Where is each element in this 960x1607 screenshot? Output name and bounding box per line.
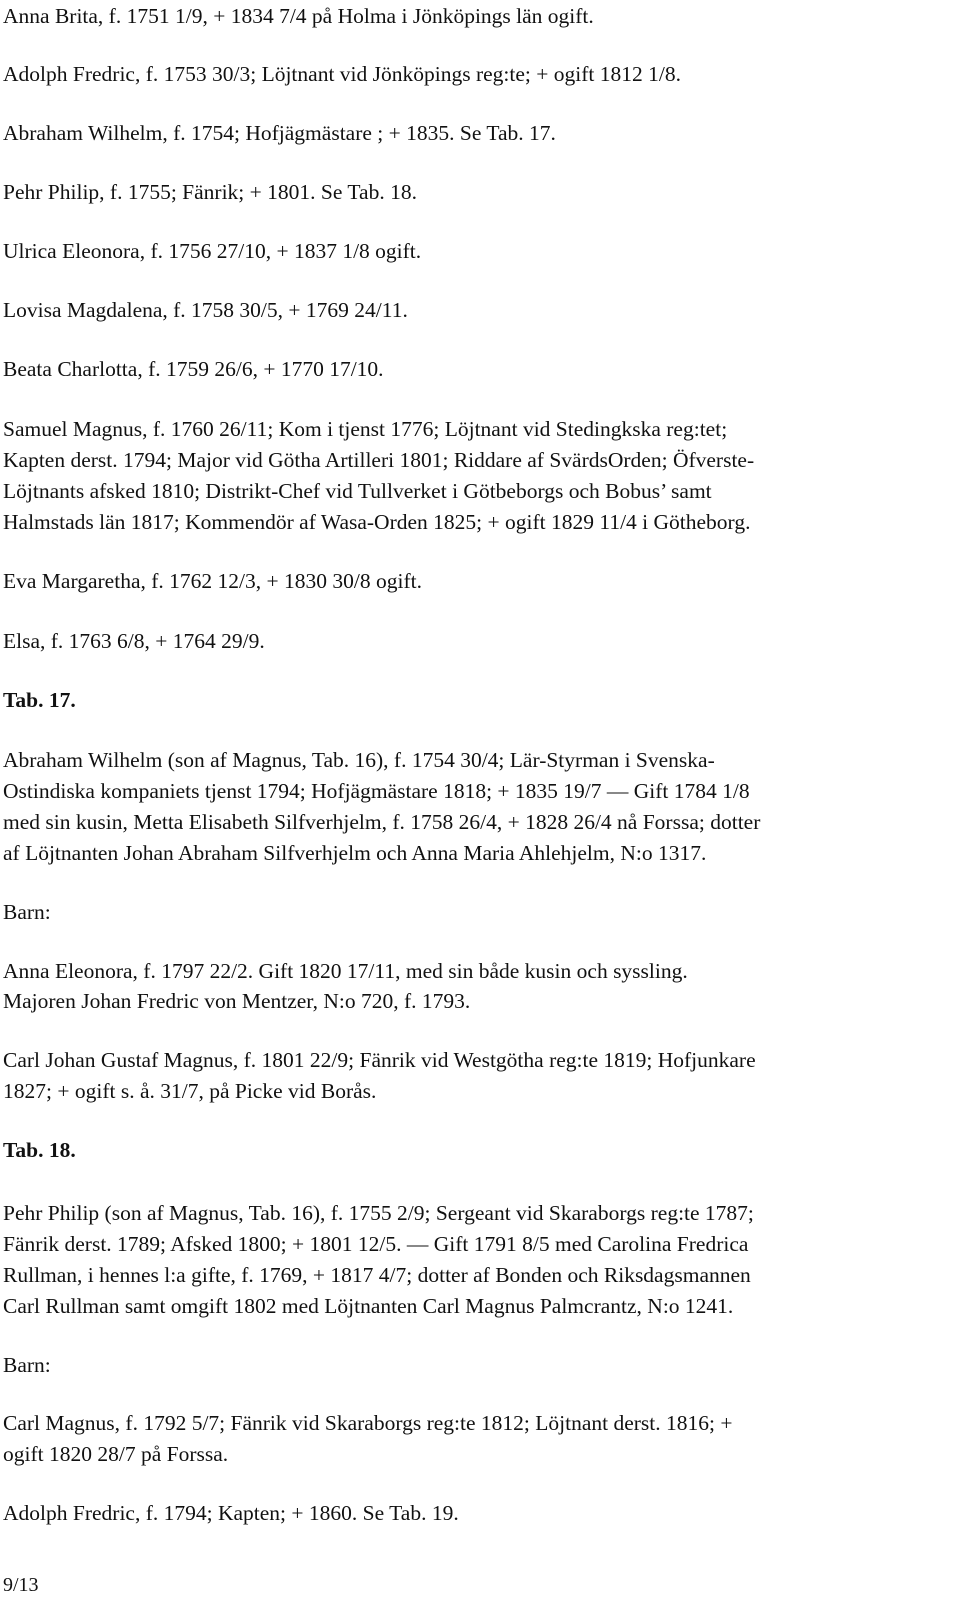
text-line: Lovisa Magdalena, f. 1758 30/5, + 1769 24/11. bbox=[3, 298, 408, 322]
text-line: Rullman, i hennes l:a gifte, f. 1769, + 1817 4/7; dotter af Bonden och Riksdagsmannen bbox=[3, 1263, 751, 1287]
text-line: Adolph Fredric, f. 1794; Kapten; + 1860. Se Tab. 19. bbox=[3, 1501, 459, 1525]
text-line: Pehr Philip, f. 1755; Fänrik; + 1801. Se Tab. 18. bbox=[3, 180, 417, 204]
text-line: Carl Rullman samt omgift 1802 med Löjtnanten Carl Magnus Palmcrantz, N:o 1241. bbox=[3, 1294, 734, 1318]
text-line: Beata Charlotta, f. 1759 26/6, + 1770 17/10. bbox=[3, 357, 384, 381]
text-line: ogift 1820 28/7 på Forssa. bbox=[3, 1442, 229, 1466]
text-line: Löjtnants afsked 1810; Distrikt-Chef vid Tullverket i Götbeborgs och Bobus’ samt bbox=[3, 479, 712, 503]
section-heading-tab-17: Tab. 17. bbox=[3, 688, 76, 712]
text-line: Halmstads län 1817; Kommendör af Wasa-Orden 1825; + ogift 1829 11/4 i Götheborg. bbox=[3, 510, 751, 534]
text-line: Ulrica Eleonora, f. 1756 27/10, + 1837 1/8 ogift. bbox=[3, 239, 422, 263]
text-line: af Löjtnanten Johan Abraham Silfverhjelm och Anna Maria Ahlehjelm, N:o 1317. bbox=[3, 841, 707, 865]
text-line: Anna Brita, f. 1751 1/9, + 1834 7/4 på Holma i Jönköpings län ogift. bbox=[3, 4, 594, 28]
text-line: Carl Magnus, f. 1792 5/7; Fänrik vid Skaraborgs reg:te 1812; Löjtnant derst. 1816; + bbox=[3, 1411, 733, 1435]
text-line: Fänrik derst. 1789; Afsked 1800; + 1801 12/5. — Gift 1791 8/5 med Carolina Fredrica bbox=[3, 1232, 749, 1256]
text-line: Kapten derst. 1794; Major vid Götha Artilleri 1801; Riddare af SvärdsOrden; Öfverste- bbox=[3, 448, 755, 472]
text-line: Abraham Wilhelm (son af Magnus, Tab. 16), f. 1754 30/4; Lär-Styrman i Svenska- bbox=[3, 748, 715, 772]
text-line: Adolph Fredric, f. 1753 30/3; Löjtnant vid Jönköpings reg:te; + ogift 1812 1/8. bbox=[3, 62, 681, 86]
text-line: 1827; + ogift s. å. 31/7, på Picke vid Borås. bbox=[3, 1079, 377, 1103]
text-line: Anna Eleonora, f. 1797 22/2. Gift 1820 17/11, med sin både kusin och syssling. bbox=[3, 959, 688, 983]
text-line: Samuel Magnus, f. 1760 26/11; Kom i tjenst 1776; Löjtnant vid Stedingkska reg:tet; bbox=[3, 417, 728, 441]
text-line: Pehr Philip (son af Magnus, Tab. 16), f. 1755 2/9; Sergeant vid Skaraborgs reg:te 1787; bbox=[3, 1201, 754, 1225]
text-line: Majoren Johan Fredric von Mentzer, N:o 720, f. 1793. bbox=[3, 989, 471, 1013]
text-line: Elsa, f. 1763 6/8, + 1764 29/9. bbox=[3, 629, 265, 653]
children-label: Barn: bbox=[3, 1353, 51, 1377]
text-line: Eva Margaretha, f. 1762 12/3, + 1830 30/8 ogift. bbox=[3, 569, 422, 593]
section-heading-tab-18: Tab. 18. bbox=[3, 1138, 76, 1162]
text-line: Carl Johan Gustaf Magnus, f. 1801 22/9; Fänrik vid Westgötha reg:te 1819; Hofjunkare bbox=[3, 1048, 756, 1072]
text-line: Ostindiska kompaniets tjenst 1794; Hofjägmästare 1818; + 1835 19/7 — Gift 1784 1/8 bbox=[3, 779, 750, 803]
children-label: Barn: bbox=[3, 900, 51, 924]
text-line: med sin kusin, Metta Elisabeth Silfverhjelm, f. 1758 26/4, + 1828 26/4 nå Forssa; dotter bbox=[3, 810, 761, 834]
page-number: 9/13 bbox=[3, 1574, 39, 1596]
text-line: Abraham Wilhelm, f. 1754; Hofjägmästare ; + 1835. Se Tab. 17. bbox=[3, 121, 556, 145]
